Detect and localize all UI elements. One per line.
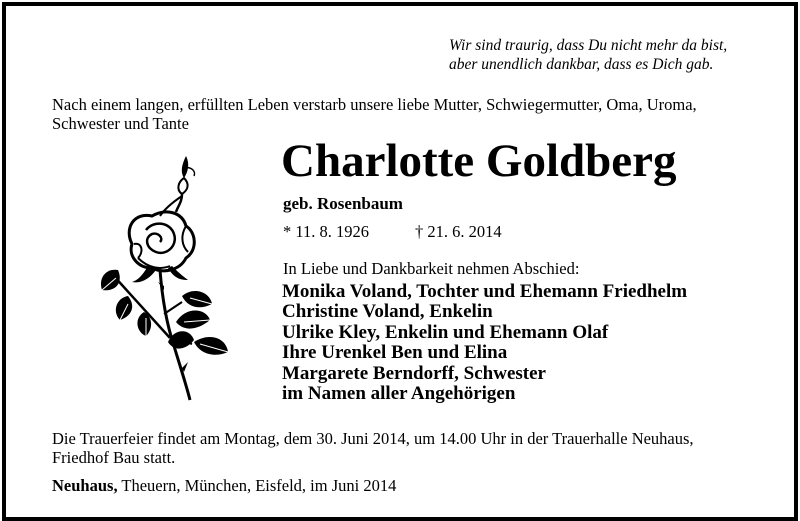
service-line-2: Friedhof Bau statt. <box>52 448 176 467</box>
intro-line-1: Nach einem langen, erfüllten Leben verstarb unsere liebe Mutter, Schwiegermutter, Oma, Uroma, <box>52 95 697 114</box>
mourner-line: Christine Voland, Enkelin <box>282 301 493 323</box>
obituary-frame <box>2 2 798 521</box>
quote-line-2: aber unendlich dankbar, dass es Dich gab. <box>449 56 714 73</box>
intro-text <box>52 95 782 133</box>
service-info <box>52 429 782 467</box>
deceased-name: Charlotte Goldberg <box>281 135 677 187</box>
mourner-line: im Namen aller Angehörigen <box>282 383 516 405</box>
mourners-list <box>282 282 687 404</box>
place-rest: Theuern, München, Eisfeld, im Juni 2014 <box>117 476 397 495</box>
place-town: Neuhaus, <box>52 476 118 495</box>
mourner-line: Margarete Berndorff, Schwester <box>282 362 546 384</box>
mourner-line: Monika Voland, Tochter und Ehemann Friedhelm <box>282 281 688 302</box>
quote <box>449 36 779 74</box>
service-line-1: Die Trauerfeier findet am Montag, dem 30. Juni 2014, um 14.00 Uhr in der Trauerhalle Neuhaus, <box>52 429 694 448</box>
rose-icon <box>98 146 233 404</box>
quote-line-1: Wir sind traurig, dass Du nicht mehr da bist, <box>449 37 728 54</box>
life-dates <box>283 222 502 242</box>
birth-date: * 11. 8. 1926 <box>283 222 370 241</box>
death-date: † 21. 6. 2014 <box>415 222 502 241</box>
place-date <box>52 476 396 495</box>
mourner-line: Ihre Urenkel Ben und Elina <box>282 342 508 364</box>
birth-name: geb. Rosenbaum <box>283 194 403 213</box>
farewell-intro: In Liebe und Dankbarkeit nehmen Abschied: <box>283 259 580 278</box>
intro-line-2: Schwester und Tante <box>52 114 189 133</box>
mourner-line: Ulrike Kley, Enkelin und Ehemann Olaf <box>282 321 609 343</box>
